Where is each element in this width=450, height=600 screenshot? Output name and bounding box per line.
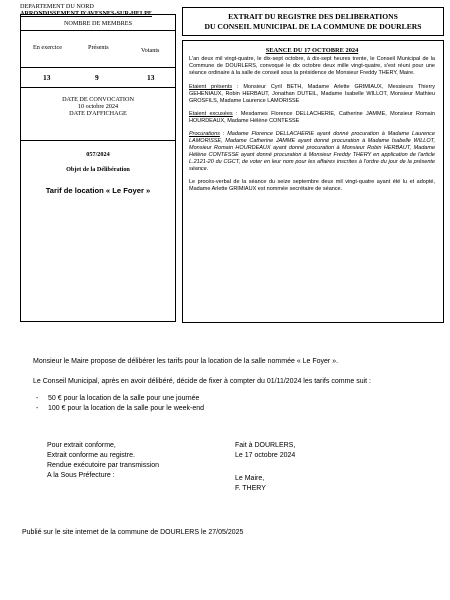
- certification-line: A la Sous Préfecture :: [47, 472, 115, 479]
- seance-intro: L'an deux mil vingt-quatre, le dix-sept octobre, à dix-sept heures trente, le Conseil Municipal de la Commune de DOURLERS, convoqué le dix octobre deux mille vingt-quatre, s'est réuni pour une séance ordinaire à la salle de conseil sous la présidence de Monsieur Freddy THERY, Maire.: [189, 56, 435, 76]
- certification-line: Rendue exécutoire par transmission: [47, 462, 160, 469]
- bullet-dash: -: [36, 395, 39, 402]
- minutes-paragraph: Le procès-verbal de la séance du seize septembre deux mil vingt-quatre ayant été lu et adopté, Madame Arlette GRIMIAUX est nommée secrétaire de séance.: [189, 179, 435, 192]
- register-line-2: DU CONSEIL MUNICIPAL DE LA COMMUNE DE DOURLERS: [204, 21, 422, 31]
- divider: [21, 30, 175, 31]
- bullet-dash: -: [36, 405, 39, 412]
- present-text: : Monsieur Cyril BETH, Madame Arlette GRIMIAUX, Messieurs Thierry GEHENIAUX, Robin HERBAUT, Jonathan DUTEIL, Madame Isabelle WILLOT, Monsieur Mathieu GROSFILS, Madame Laurence LAMORISSE: [189, 84, 436, 104]
- label-votants: Votants: [141, 47, 160, 54]
- register-header: [182, 7, 444, 36]
- excused-paragraph: [189, 111, 435, 125]
- convocation-label: DATE DE CONVOCATION: [62, 96, 134, 103]
- affichage-label: DATE D'AFFICHAGE: [69, 110, 127, 117]
- value-presents: 9: [95, 73, 99, 82]
- present-paragraph: [189, 84, 435, 105]
- seance-title: SEANCE DU 17 OCTOBRE 2024: [265, 47, 359, 54]
- department-name: DEPARTEMENT DU NORD: [20, 3, 94, 10]
- seance-details-box: [182, 40, 444, 323]
- object-label: Objet de la Délibération: [66, 166, 130, 173]
- certification-line: Pour extrait conforme,: [47, 442, 116, 449]
- value-en-exercice: 13: [43, 73, 51, 82]
- proxy-label: Procurations: [189, 131, 220, 137]
- deliberation-info-panel: [20, 14, 176, 322]
- proposal-text: Monsieur le Maire propose de délibérer les tarifs pour la location de la salle nommée « Le Foyer ».: [33, 358, 339, 365]
- deliberation-number: 057/2024: [86, 151, 110, 158]
- tariff-text: 50 € pour la location de la salle pour une journée: [48, 395, 200, 402]
- arrondissement-name: ARRONDISSEMENT D'AVESNES-SUR-HELPE: [20, 10, 152, 17]
- divider: [21, 140, 175, 141]
- decision-text: Le Conseil Municipal, après en avoir délibéré, décide de fixer à compter du 01/11/2024 les tarifs comme suit :: [33, 378, 371, 385]
- publication-notice: Publié sur le site internet de la commune de DOURLERS le 27/05/2025: [22, 529, 244, 536]
- divider: [21, 87, 175, 88]
- members-title: NOMBRE DE MEMBRES: [63, 20, 133, 27]
- proxy-text: : Madame Florence DELLACHERIE ayant donné procuration à Madame Laurence LAMORISSE, Madame Catherine JAMME ayant donné procuration à Madame Isabelle WILLOT, Monsieur Romain HOURDEAUX ayant donné procuration à Monsieur Robin HERBAUT, Madame Hélène CONTESSE ayant donné procuration à Monsieur Freddy THERY en application de l'article L.2121-20 du CGCT, de voter en leur nom pour les affaires inscrites à l'ordre du jour de la présente séance.: [189, 131, 435, 172]
- signature-place: Fait à DOURLERS,: [235, 442, 296, 449]
- tariff-text: 100 € pour la location de la salle pour le week-end: [48, 405, 205, 412]
- label-presents: Présents: [88, 44, 109, 51]
- divider: [21, 67, 175, 68]
- mayor-name: F. THERY: [235, 485, 266, 492]
- register-line-1: EXTRAIT DU REGISTRE DES DELIBERATIONS: [228, 12, 398, 21]
- deliberation-object: Tarif de location « Le Foyer »: [45, 186, 151, 195]
- value-votants: 13: [147, 73, 155, 82]
- mayor-title: Le Maire,: [235, 475, 265, 482]
- certification-line: Extrait conforme au registre.: [47, 452, 135, 459]
- proxy-paragraph: [189, 131, 435, 173]
- signature-date: Le 17 octobre 2024: [235, 452, 296, 459]
- present-label: Etaient présents: [189, 84, 233, 90]
- label-en-exercice: En exercice: [33, 44, 63, 51]
- convocation-date: 10 octobre 2024: [77, 103, 119, 110]
- excused-text: : Mesdames Florence DELLACHERIE, Catherine JAMME, Monsieur Romain HOURDEAUX, Madame Hélène CONTESSE: [189, 111, 436, 124]
- excused-label: Etaient excusées: [189, 111, 233, 117]
